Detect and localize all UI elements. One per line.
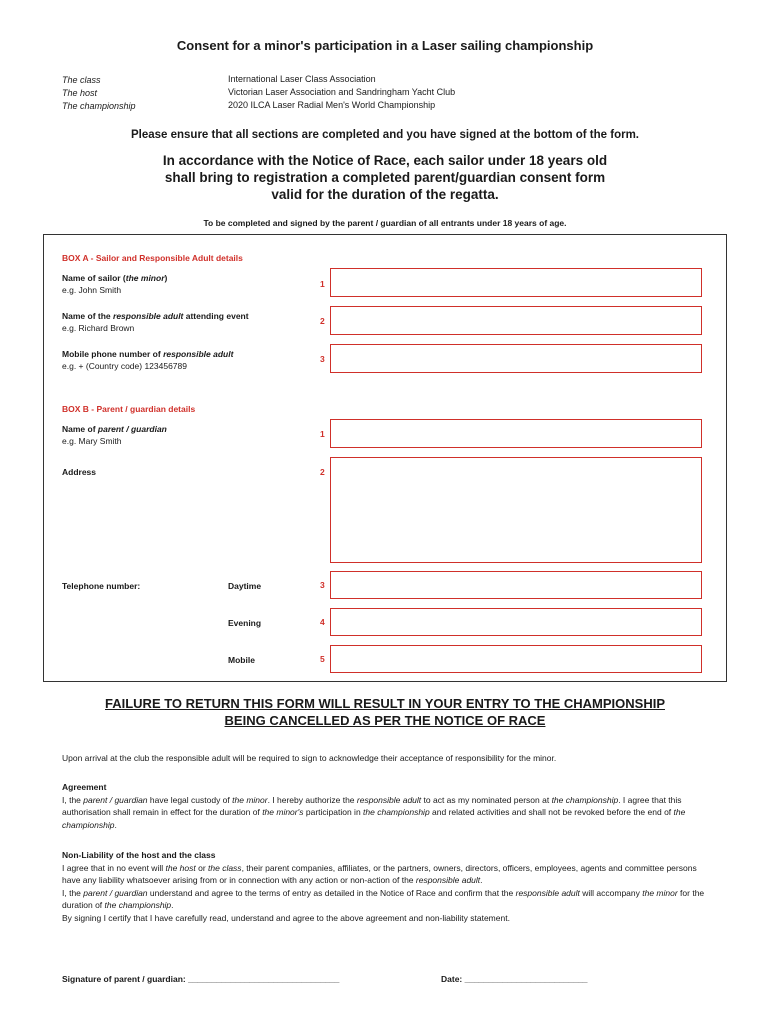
field-number: 2: [320, 467, 325, 477]
upon-arrival-text: Upon arrival at the club the responsible adult will be required to sign to acknowledge their acceptance of responsibility for the minor.: [62, 753, 557, 763]
daytime-phone-input[interactable]: [330, 571, 702, 599]
notice-line-2: shall bring to registration a completed parent/guardian consent form: [164, 170, 606, 185]
date-line[interactable]: Date: __________________________: [441, 974, 588, 984]
form-title: Consent for a minor's participation in a Laser sailing championship: [176, 38, 594, 53]
agreement-heading: Agreement: [62, 782, 107, 792]
to-be-completed-text: To be completed and signed by the parent / guardian of all entrants under 18 years of age.: [203, 218, 567, 228]
example-text: e.g. John Smith: [62, 285, 122, 295]
box-b-guardian-name-label: Name of parent / guardian e.g. Mary Smith: [62, 424, 167, 446]
address-label: Address: [62, 467, 97, 477]
failure-warning: [0, 695, 770, 729]
box-a-title: BOX A - Sailor and Responsible Adult details: [62, 253, 243, 263]
box-b-title: BOX B - Parent / guardian details: [62, 404, 196, 414]
box-a-responsible-adult-label: Name of the responsible adult attending event e.g. Richard Brown: [62, 311, 249, 333]
field-number: 1: [320, 429, 325, 439]
field-number: 4: [320, 617, 325, 627]
sailor-name-input[interactable]: [330, 268, 702, 297]
address-input[interactable]: [330, 457, 702, 563]
field-number: 3: [320, 580, 325, 590]
meta-label-host: The host: [62, 88, 98, 98]
non-liability-text-3: By signing I certify that I have carefully read, understand and agree to the above agreement and non-liability statement.: [62, 912, 510, 923]
agreement-section: [62, 781, 712, 831]
meta-label-championship: The championship: [62, 101, 136, 111]
daytime-label: Daytime: [228, 581, 262, 591]
signature-line[interactable]: Signature of parent / guardian: ________________________________: [62, 974, 340, 984]
box-a-mobile-label: Mobile phone number of responsible adult e.g. + (Country code) 123456789: [62, 349, 234, 371]
meta-label-class: The class: [62, 75, 101, 85]
meta-values: [228, 73, 455, 112]
notice-line-1: In accordance with the Notice of Race, each sailor under 18 years old: [162, 153, 608, 168]
field-number: 3: [320, 354, 325, 364]
notice-of-race-text: [0, 152, 770, 203]
responsible-adult-mobile-input[interactable]: [330, 344, 702, 373]
example-text: e.g. Richard Brown: [62, 323, 135, 333]
evening-phone-input[interactable]: [330, 608, 702, 636]
responsible-adult-name-input[interactable]: [330, 306, 702, 335]
notice-line-3: valid for the duration of the regatta.: [271, 187, 499, 202]
field-number: 2: [320, 316, 325, 326]
meta-value-host: Victorian Laser Association and Sandringham Yacht Club: [228, 87, 456, 97]
please-ensure-text: Please ensure that all sections are completed and you have signed at the bottom of the form.: [130, 129, 640, 141]
mobile-label: Mobile: [228, 655, 255, 665]
mobile-phone-input[interactable]: [330, 645, 702, 673]
non-liability-text-1: I agree that in no event will the host or the class, their parent companies, affiliates, or the partners, owners, directors, officers, employees, agents and committee persons have any liability whatsoever arising from or in connection with any action or non-action of the responsible adult.: [62, 862, 697, 885]
agreement-text: I, the parent / guardian have legal custody of the minor. I hereby authorize the responsible adult to act as my nominated person at the championship. I agree that this authorisation shall remain in effect for the duration of the minor's participation in the championship and related activities and shall not be revoked before the end of the championship.: [62, 794, 686, 830]
telephone-label: Telephone number:: [62, 581, 141, 591]
meta-value-championship: 2020 ILCA Laser Radial Men's World Championship: [228, 100, 436, 110]
field-number: 1: [320, 279, 325, 289]
guardian-name-input[interactable]: [330, 419, 702, 448]
failure-line-2: BEING CANCELLED AS PER THE NOTICE OF RACE: [224, 713, 546, 728]
non-liability-heading: Non-Liability of the host and the class: [62, 850, 216, 860]
non-liability-text-2: I, the parent / guardian understand and agree to the terms of entry as detailed in the Notice of Race and confirm that the responsible adult will accompany the minor for the duration of the championship.: [62, 887, 705, 910]
box-a-sailor-name-label: Name of sailor (the minor) e.g. John Smith: [62, 273, 168, 295]
evening-label: Evening: [228, 618, 262, 628]
meta-value-class: International Laser Class Association: [228, 74, 376, 84]
non-liability-section: [62, 849, 712, 924]
example-text: e.g. + (Country code) 123456789: [62, 361, 187, 371]
field-number: 5: [320, 654, 325, 664]
failure-line-1: FAILURE TO RETURN THIS FORM WILL RESULT IN YOUR ENTRY TO THE CHAMPIONSHIP: [105, 696, 665, 711]
meta-labels: [62, 74, 136, 113]
example-text: e.g. Mary Smith: [62, 436, 122, 446]
